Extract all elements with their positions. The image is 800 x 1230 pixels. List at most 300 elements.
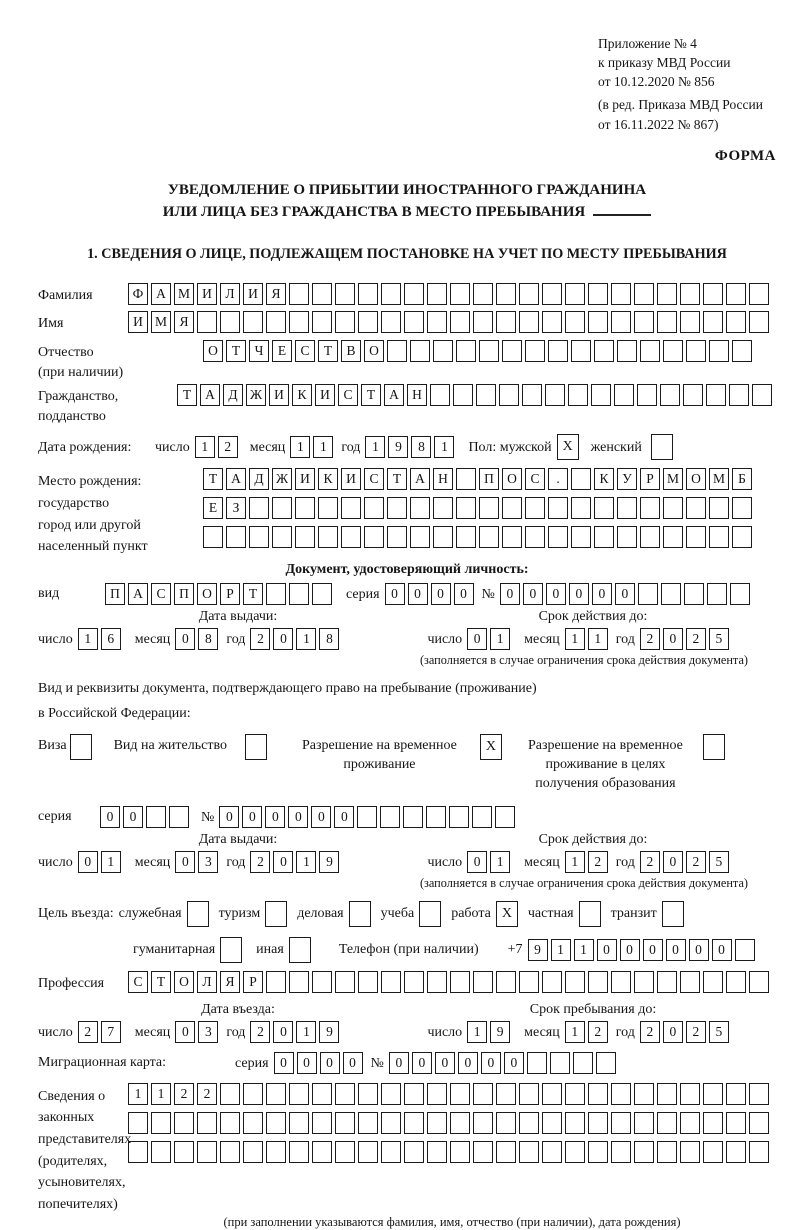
- char-cell[interactable]: [312, 283, 332, 305]
- char-cell[interactable]: 0: [123, 806, 143, 828]
- char-cell[interactable]: Н: [407, 384, 427, 406]
- char-cell[interactable]: 0: [546, 583, 566, 605]
- char-cell[interactable]: [617, 497, 637, 519]
- char-cell[interactable]: [660, 384, 680, 406]
- char-cell[interactable]: [151, 1112, 171, 1134]
- char-cell[interactable]: 0: [467, 851, 487, 873]
- char-cell[interactable]: [640, 340, 660, 362]
- purpose-business-checkbox[interactable]: [349, 901, 371, 927]
- char-cell[interactable]: [456, 468, 476, 490]
- char-cell[interactable]: 0: [500, 583, 520, 605]
- char-cell[interactable]: [542, 283, 562, 305]
- char-cell[interactable]: 2: [686, 851, 706, 873]
- char-cell[interactable]: [473, 283, 493, 305]
- char-cell[interactable]: 9: [319, 851, 339, 873]
- char-cell[interactable]: [266, 1112, 286, 1134]
- char-cell[interactable]: А: [128, 583, 148, 605]
- char-cell[interactable]: [496, 1141, 516, 1163]
- char-cell[interactable]: 2: [250, 1021, 270, 1043]
- char-cell[interactable]: [404, 283, 424, 305]
- char-cell[interactable]: 1: [565, 1021, 585, 1043]
- char-cell[interactable]: [243, 1083, 263, 1105]
- char-cell[interactable]: [638, 583, 658, 605]
- char-cell[interactable]: [381, 283, 401, 305]
- char-cell[interactable]: [450, 1083, 470, 1105]
- char-cell[interactable]: Р: [243, 971, 263, 993]
- char-cell[interactable]: [519, 283, 539, 305]
- char-cell[interactable]: [611, 311, 631, 333]
- residence-permit-checkbox[interactable]: [245, 734, 267, 760]
- char-cell[interactable]: 0: [620, 939, 640, 961]
- char-cell[interactable]: [548, 526, 568, 548]
- char-cell[interactable]: И: [197, 283, 217, 305]
- char-cell[interactable]: К: [594, 468, 614, 490]
- char-cell[interactable]: 0: [242, 806, 262, 828]
- char-cell[interactable]: [128, 1112, 148, 1134]
- char-cell[interactable]: [427, 311, 447, 333]
- char-cell[interactable]: [289, 1083, 309, 1105]
- char-cell[interactable]: [588, 311, 608, 333]
- char-cell[interactable]: 0: [663, 851, 683, 873]
- char-cell[interactable]: [426, 806, 446, 828]
- char-cell[interactable]: 0: [274, 1052, 294, 1074]
- char-cell[interactable]: 9: [388, 436, 408, 458]
- char-cell[interactable]: 0: [219, 806, 239, 828]
- char-cell[interactable]: [680, 1083, 700, 1105]
- char-cell[interactable]: [542, 1083, 562, 1105]
- char-cell[interactable]: [249, 497, 269, 519]
- char-cell[interactable]: [663, 526, 683, 548]
- char-cell[interactable]: 0: [311, 806, 331, 828]
- char-cell[interactable]: [525, 340, 545, 362]
- char-cell[interactable]: [709, 526, 729, 548]
- char-cell[interactable]: [680, 971, 700, 993]
- char-cell[interactable]: [174, 1112, 194, 1134]
- char-cell[interactable]: П: [479, 468, 499, 490]
- char-cell[interactable]: [318, 526, 338, 548]
- char-cell[interactable]: [565, 1112, 585, 1134]
- char-cell[interactable]: [272, 497, 292, 519]
- char-cell[interactable]: 9: [490, 1021, 510, 1043]
- char-cell[interactable]: [680, 283, 700, 305]
- char-cell[interactable]: [341, 526, 361, 548]
- char-cell[interactable]: [614, 384, 634, 406]
- char-cell[interactable]: [243, 1112, 263, 1134]
- char-cell[interactable]: [519, 1083, 539, 1105]
- char-cell[interactable]: [525, 526, 545, 548]
- char-cell[interactable]: З: [226, 497, 246, 519]
- char-cell[interactable]: [588, 283, 608, 305]
- char-cell[interactable]: 1: [574, 939, 594, 961]
- char-cell[interactable]: 0: [666, 939, 686, 961]
- char-cell[interactable]: [548, 340, 568, 362]
- char-cell[interactable]: 1: [490, 628, 510, 650]
- char-cell[interactable]: 0: [431, 583, 451, 605]
- char-cell[interactable]: [525, 497, 545, 519]
- char-cell[interactable]: [657, 311, 677, 333]
- char-cell[interactable]: Л: [197, 971, 217, 993]
- purpose-transit-checkbox[interactable]: [662, 901, 684, 927]
- char-cell[interactable]: [732, 497, 752, 519]
- char-cell[interactable]: [312, 1083, 332, 1105]
- char-cell[interactable]: [634, 283, 654, 305]
- char-cell[interactable]: 0: [504, 1052, 524, 1074]
- char-cell[interactable]: К: [318, 468, 338, 490]
- char-cell[interactable]: 0: [523, 583, 543, 605]
- char-cell[interactable]: [634, 1112, 654, 1134]
- char-cell[interactable]: [295, 497, 315, 519]
- char-cell[interactable]: 1: [296, 628, 316, 650]
- char-cell[interactable]: С: [338, 384, 358, 406]
- char-cell[interactable]: Т: [243, 583, 263, 605]
- char-cell[interactable]: [594, 340, 614, 362]
- char-cell[interactable]: [197, 1141, 217, 1163]
- char-cell[interactable]: [295, 526, 315, 548]
- char-cell[interactable]: [473, 971, 493, 993]
- char-cell[interactable]: И: [295, 468, 315, 490]
- char-cell[interactable]: 0: [100, 806, 120, 828]
- char-cell[interactable]: [220, 1112, 240, 1134]
- char-cell[interactable]: [684, 583, 704, 605]
- char-cell[interactable]: 1: [290, 436, 310, 458]
- char-cell[interactable]: [519, 971, 539, 993]
- char-cell[interactable]: Н: [433, 468, 453, 490]
- char-cell[interactable]: [449, 806, 469, 828]
- char-cell[interactable]: [550, 1052, 570, 1074]
- char-cell[interactable]: [364, 497, 384, 519]
- char-cell[interactable]: 0: [663, 628, 683, 650]
- char-cell[interactable]: [473, 1083, 493, 1105]
- purpose-humanitarian-checkbox[interactable]: [220, 937, 242, 963]
- char-cell[interactable]: 5: [709, 628, 729, 650]
- char-cell[interactable]: [749, 1083, 769, 1105]
- char-cell[interactable]: [611, 1112, 631, 1134]
- char-cell[interactable]: [565, 1083, 585, 1105]
- char-cell[interactable]: [661, 583, 681, 605]
- char-cell[interactable]: [657, 283, 677, 305]
- char-cell[interactable]: [496, 1083, 516, 1105]
- char-cell[interactable]: [663, 340, 683, 362]
- char-cell[interactable]: [404, 1141, 424, 1163]
- char-cell[interactable]: [479, 526, 499, 548]
- char-cell[interactable]: [433, 340, 453, 362]
- char-cell[interactable]: Б: [732, 468, 752, 490]
- char-cell[interactable]: О: [502, 468, 522, 490]
- char-cell[interactable]: [479, 497, 499, 519]
- char-cell[interactable]: 0: [175, 1021, 195, 1043]
- char-cell[interactable]: [565, 971, 585, 993]
- char-cell[interactable]: [680, 1141, 700, 1163]
- char-cell[interactable]: 9: [528, 939, 548, 961]
- char-cell[interactable]: Л: [220, 283, 240, 305]
- char-cell[interactable]: [527, 1052, 547, 1074]
- char-cell[interactable]: [404, 1112, 424, 1134]
- char-cell[interactable]: 1: [296, 1021, 316, 1043]
- char-cell[interactable]: [387, 497, 407, 519]
- char-cell[interactable]: [496, 283, 516, 305]
- char-cell[interactable]: [542, 1141, 562, 1163]
- char-cell[interactable]: 0: [343, 1052, 363, 1074]
- char-cell[interactable]: [749, 971, 769, 993]
- char-cell[interactable]: Я: [266, 283, 286, 305]
- char-cell[interactable]: [591, 384, 611, 406]
- char-cell[interactable]: 2: [250, 851, 270, 873]
- purpose-work-checkbox[interactable]: X: [496, 901, 518, 927]
- char-cell[interactable]: В: [341, 340, 361, 362]
- char-cell[interactable]: [450, 1112, 470, 1134]
- char-cell[interactable]: [404, 311, 424, 333]
- char-cell[interactable]: [611, 1083, 631, 1105]
- char-cell[interactable]: 1: [78, 628, 98, 650]
- purpose-study-checkbox[interactable]: [419, 901, 441, 927]
- char-cell[interactable]: А: [410, 468, 430, 490]
- char-cell[interactable]: [749, 1112, 769, 1134]
- char-cell[interactable]: [266, 311, 286, 333]
- char-cell[interactable]: И: [128, 311, 148, 333]
- char-cell[interactable]: [634, 1083, 654, 1105]
- char-cell[interactable]: [571, 340, 591, 362]
- char-cell[interactable]: [735, 939, 755, 961]
- char-cell[interactable]: [243, 1141, 263, 1163]
- char-cell[interactable]: П: [174, 583, 194, 605]
- char-cell[interactable]: М: [151, 311, 171, 333]
- char-cell[interactable]: С: [364, 468, 384, 490]
- char-cell[interactable]: [637, 384, 657, 406]
- char-cell[interactable]: [657, 1083, 677, 1105]
- char-cell[interactable]: [272, 526, 292, 548]
- char-cell[interactable]: [335, 971, 355, 993]
- char-cell[interactable]: [499, 384, 519, 406]
- char-cell[interactable]: [542, 971, 562, 993]
- char-cell[interactable]: [358, 971, 378, 993]
- char-cell[interactable]: 3: [198, 851, 218, 873]
- char-cell[interactable]: 0: [435, 1052, 455, 1074]
- char-cell[interactable]: [380, 806, 400, 828]
- char-cell[interactable]: [726, 311, 746, 333]
- char-cell[interactable]: О: [203, 340, 223, 362]
- char-cell[interactable]: Ф: [128, 283, 148, 305]
- char-cell[interactable]: 1: [434, 436, 454, 458]
- char-cell[interactable]: [403, 806, 423, 828]
- char-cell[interactable]: О: [174, 971, 194, 993]
- char-cell[interactable]: О: [686, 468, 706, 490]
- char-cell[interactable]: [545, 384, 565, 406]
- char-cell[interactable]: А: [151, 283, 171, 305]
- char-cell[interactable]: [174, 1141, 194, 1163]
- char-cell[interactable]: [335, 311, 355, 333]
- char-cell[interactable]: [453, 384, 473, 406]
- char-cell[interactable]: [289, 1141, 309, 1163]
- char-cell[interactable]: [634, 971, 654, 993]
- char-cell[interactable]: [729, 384, 749, 406]
- char-cell[interactable]: [312, 1112, 332, 1134]
- char-cell[interactable]: Е: [203, 497, 223, 519]
- char-cell[interactable]: [640, 526, 660, 548]
- char-cell[interactable]: [318, 497, 338, 519]
- char-cell[interactable]: 0: [320, 1052, 340, 1074]
- char-cell[interactable]: [335, 283, 355, 305]
- char-cell[interactable]: [197, 1112, 217, 1134]
- char-cell[interactable]: 2: [174, 1083, 194, 1105]
- char-cell[interactable]: С: [128, 971, 148, 993]
- char-cell[interactable]: [289, 583, 309, 605]
- char-cell[interactable]: [680, 311, 700, 333]
- char-cell[interactable]: 1: [101, 851, 121, 873]
- char-cell[interactable]: [266, 583, 286, 605]
- char-cell[interactable]: [473, 311, 493, 333]
- char-cell[interactable]: [502, 497, 522, 519]
- char-cell[interactable]: [289, 283, 309, 305]
- char-cell[interactable]: 9: [319, 1021, 339, 1043]
- char-cell[interactable]: 1: [296, 851, 316, 873]
- char-cell[interactable]: 1: [365, 436, 385, 458]
- char-cell[interactable]: [427, 283, 447, 305]
- char-cell[interactable]: [427, 1112, 447, 1134]
- char-cell[interactable]: [709, 497, 729, 519]
- char-cell[interactable]: Ж: [272, 468, 292, 490]
- char-cell[interactable]: 0: [597, 939, 617, 961]
- char-cell[interactable]: [312, 1141, 332, 1163]
- char-cell[interactable]: [335, 1141, 355, 1163]
- char-cell[interactable]: 2: [218, 436, 238, 458]
- char-cell[interactable]: [358, 283, 378, 305]
- char-cell[interactable]: [703, 311, 723, 333]
- char-cell[interactable]: 8: [411, 436, 431, 458]
- char-cell[interactable]: [387, 340, 407, 362]
- char-cell[interactable]: 5: [709, 851, 729, 873]
- char-cell[interactable]: 0: [615, 583, 635, 605]
- char-cell[interactable]: [496, 1112, 516, 1134]
- char-cell[interactable]: [312, 311, 332, 333]
- char-cell[interactable]: 8: [198, 628, 218, 650]
- char-cell[interactable]: 0: [689, 939, 709, 961]
- char-cell[interactable]: [611, 1141, 631, 1163]
- char-cell[interactable]: 1: [313, 436, 333, 458]
- char-cell[interactable]: М: [663, 468, 683, 490]
- char-cell[interactable]: [220, 311, 240, 333]
- char-cell[interactable]: 0: [569, 583, 589, 605]
- char-cell[interactable]: [596, 1052, 616, 1074]
- char-cell[interactable]: [732, 340, 752, 362]
- char-cell[interactable]: 2: [588, 1021, 608, 1043]
- char-cell[interactable]: [502, 526, 522, 548]
- purpose-official-checkbox[interactable]: [187, 901, 209, 927]
- char-cell[interactable]: Е: [272, 340, 292, 362]
- char-cell[interactable]: 0: [592, 583, 612, 605]
- char-cell[interactable]: [594, 526, 614, 548]
- char-cell[interactable]: [703, 1112, 723, 1134]
- temp-permit-checkbox[interactable]: X: [480, 734, 502, 760]
- purpose-private-checkbox[interactable]: [579, 901, 601, 927]
- char-cell[interactable]: И: [315, 384, 335, 406]
- char-cell[interactable]: 0: [643, 939, 663, 961]
- char-cell[interactable]: [548, 497, 568, 519]
- char-cell[interactable]: [450, 311, 470, 333]
- char-cell[interactable]: 1: [565, 851, 585, 873]
- char-cell[interactable]: 2: [640, 851, 660, 873]
- char-cell[interactable]: [266, 971, 286, 993]
- char-cell[interactable]: О: [197, 583, 217, 605]
- char-cell[interactable]: 2: [78, 1021, 98, 1043]
- char-cell[interactable]: Д: [249, 468, 269, 490]
- char-cell[interactable]: [433, 497, 453, 519]
- char-cell[interactable]: С: [151, 583, 171, 605]
- char-cell[interactable]: [226, 526, 246, 548]
- char-cell[interactable]: [709, 340, 729, 362]
- char-cell[interactable]: И: [243, 283, 263, 305]
- char-cell[interactable]: [427, 1141, 447, 1163]
- char-cell[interactable]: [640, 497, 660, 519]
- char-cell[interactable]: [289, 1112, 309, 1134]
- char-cell[interactable]: [381, 311, 401, 333]
- char-cell[interactable]: [588, 971, 608, 993]
- char-cell[interactable]: 6: [101, 628, 121, 650]
- edu-permit-checkbox[interactable]: [703, 734, 725, 760]
- char-cell[interactable]: [726, 1141, 746, 1163]
- char-cell[interactable]: [703, 1141, 723, 1163]
- char-cell[interactable]: [749, 311, 769, 333]
- char-cell[interactable]: С: [295, 340, 315, 362]
- char-cell[interactable]: [476, 384, 496, 406]
- char-cell[interactable]: 2: [640, 1021, 660, 1043]
- char-cell[interactable]: У: [617, 468, 637, 490]
- char-cell[interactable]: [568, 384, 588, 406]
- char-cell[interactable]: 2: [640, 628, 660, 650]
- char-cell[interactable]: 0: [273, 1021, 293, 1043]
- char-cell[interactable]: А: [200, 384, 220, 406]
- char-cell[interactable]: [456, 526, 476, 548]
- char-cell[interactable]: 1: [551, 939, 571, 961]
- char-cell[interactable]: [686, 526, 706, 548]
- char-cell[interactable]: [749, 283, 769, 305]
- purpose-tourism-checkbox[interactable]: [265, 901, 287, 927]
- char-cell[interactable]: [364, 526, 384, 548]
- char-cell[interactable]: [496, 311, 516, 333]
- char-cell[interactable]: [430, 384, 450, 406]
- char-cell[interactable]: [686, 497, 706, 519]
- char-cell[interactable]: Ч: [249, 340, 269, 362]
- char-cell[interactable]: 0: [385, 583, 405, 605]
- char-cell[interactable]: Т: [226, 340, 246, 362]
- char-cell[interactable]: М: [174, 283, 194, 305]
- sex-male-checkbox[interactable]: X: [557, 434, 579, 460]
- char-cell[interactable]: 2: [197, 1083, 217, 1105]
- char-cell[interactable]: [683, 384, 703, 406]
- char-cell[interactable]: [726, 1083, 746, 1105]
- char-cell[interactable]: [450, 283, 470, 305]
- char-cell[interactable]: [410, 340, 430, 362]
- char-cell[interactable]: [611, 283, 631, 305]
- char-cell[interactable]: 1: [195, 436, 215, 458]
- char-cell[interactable]: [450, 1141, 470, 1163]
- char-cell[interactable]: Т: [151, 971, 171, 993]
- char-cell[interactable]: [657, 1112, 677, 1134]
- char-cell[interactable]: [169, 806, 189, 828]
- char-cell[interactable]: [410, 526, 430, 548]
- char-cell[interactable]: [266, 1141, 286, 1163]
- char-cell[interactable]: [220, 1141, 240, 1163]
- char-cell[interactable]: [706, 384, 726, 406]
- char-cell[interactable]: К: [292, 384, 312, 406]
- char-cell[interactable]: [341, 497, 361, 519]
- char-cell[interactable]: 1: [588, 628, 608, 650]
- char-cell[interactable]: [146, 806, 166, 828]
- char-cell[interactable]: И: [269, 384, 289, 406]
- char-cell[interactable]: [243, 311, 263, 333]
- char-cell[interactable]: [289, 971, 309, 993]
- purpose-other-checkbox[interactable]: [289, 937, 311, 963]
- char-cell[interactable]: [203, 526, 223, 548]
